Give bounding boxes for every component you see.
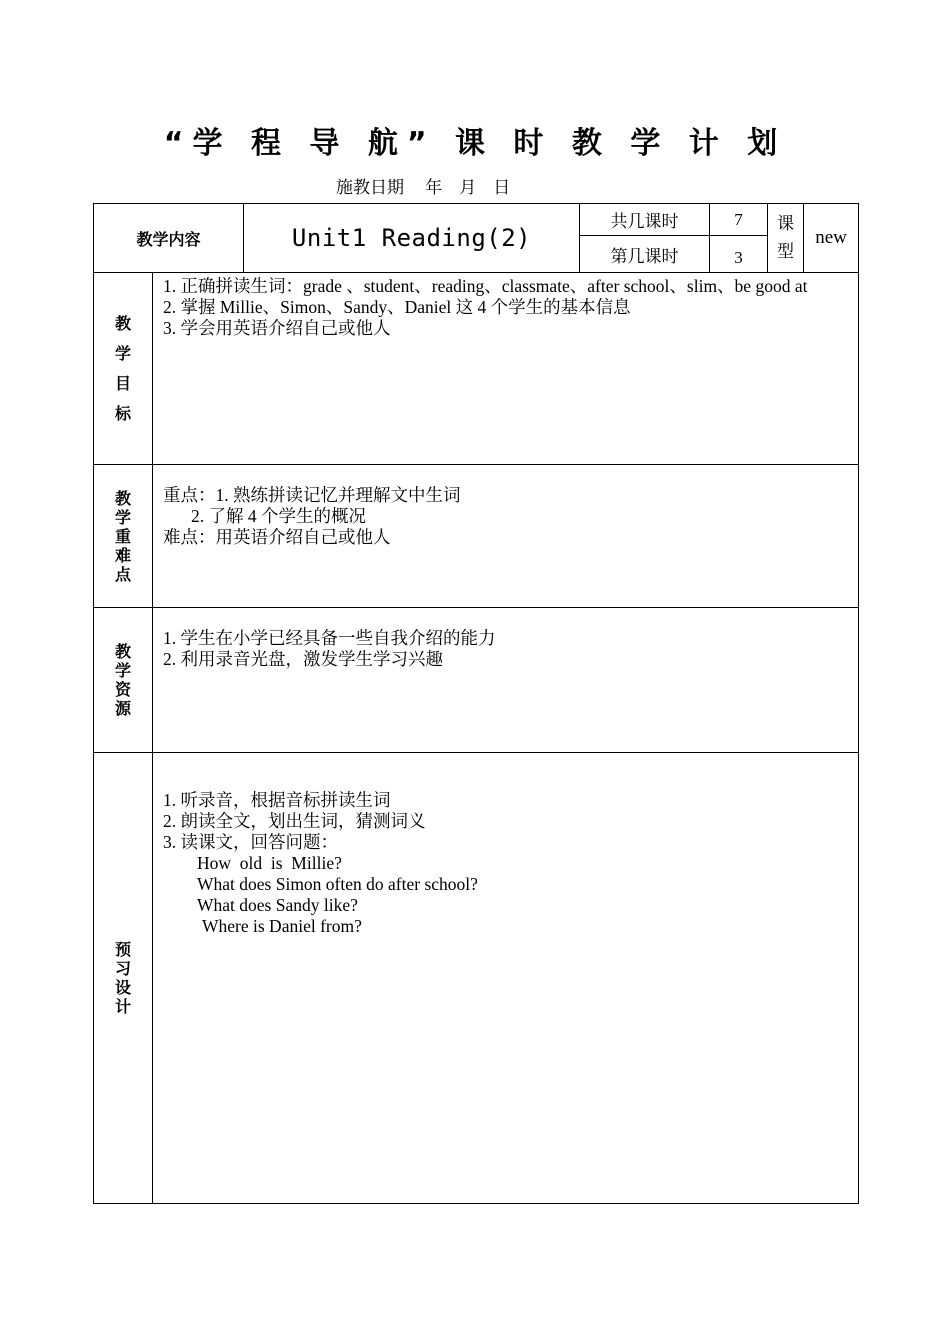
- key-point-line: 重点：1. 熟练拼读记忆并理解文中生词: [163, 485, 461, 505]
- total-lessons-label: 共几课时: [580, 204, 710, 236]
- objective-line: 3. 学会用英语介绍自己或他人: [163, 318, 391, 338]
- preview-row: [94, 753, 859, 1204]
- lesson-type-label: 课 型: [768, 204, 804, 273]
- lesson-number-label: 第几课时: [580, 236, 710, 273]
- key-points-row: [94, 465, 859, 608]
- lesson-number-value: 3: [710, 236, 768, 273]
- preview-question: Where is Daniel from?: [202, 916, 362, 936]
- preview-line: 3. 读课文，回答问题：: [163, 832, 338, 852]
- preview-question: How old is Millie?: [197, 853, 342, 873]
- resources-content: [153, 608, 859, 753]
- key-point-line: 2. 了解 4 个学生的概况: [191, 506, 366, 526]
- page-title: “学 程 导 航” 课 时 教 学 计 划: [163, 126, 787, 161]
- preview-question: What does Simon often do after school?: [197, 874, 478, 894]
- resource-line: 1. 学生在小学已经具备一些自我介绍的能力: [163, 628, 496, 648]
- lesson-type-value: new: [804, 204, 859, 273]
- resources-row: [94, 608, 859, 753]
- objective-line: 2. 掌握 Millie、Simon、Sandy、Daniel 这 4 个学生的基本信息: [163, 297, 631, 317]
- objectives-label: 教 学 目 标: [94, 273, 153, 465]
- unit-title: Unit1 Reading(2): [244, 204, 580, 273]
- preview-question: What does Sandy like?: [197, 895, 358, 915]
- preview-label: 预 习 设 计: [94, 753, 153, 1204]
- teaching-date-line: 施教日期 年 月 日: [336, 178, 511, 197]
- key-point-line: 难点：用英语介绍自己或他人: [163, 527, 391, 547]
- objectives-row: [94, 273, 859, 465]
- header-row-1: [94, 204, 859, 236]
- objectives-content: [153, 273, 859, 465]
- resources-label: 教 学 资 源: [94, 608, 153, 753]
- lesson-plan-table: [93, 203, 859, 1204]
- teaching-content-label: 教学内容: [94, 204, 244, 273]
- key-points-content: [153, 465, 859, 608]
- key-points-label: 教 学 重 难 点: [94, 465, 153, 608]
- preview-line: 2. 朗读全文，划出生词，猜测词义: [163, 811, 426, 831]
- total-lessons-value: 7: [710, 204, 768, 236]
- objective-line: 1. 正确拼读生词：grade 、student、reading、classmate、after school、slim、be good at: [163, 276, 808, 296]
- preview-content: [153, 753, 859, 1204]
- resource-line: 2. 利用录音光盘，激发学生学习兴趣: [163, 649, 443, 669]
- preview-line: 1. 听录音，根据音标拼读生词: [163, 790, 391, 810]
